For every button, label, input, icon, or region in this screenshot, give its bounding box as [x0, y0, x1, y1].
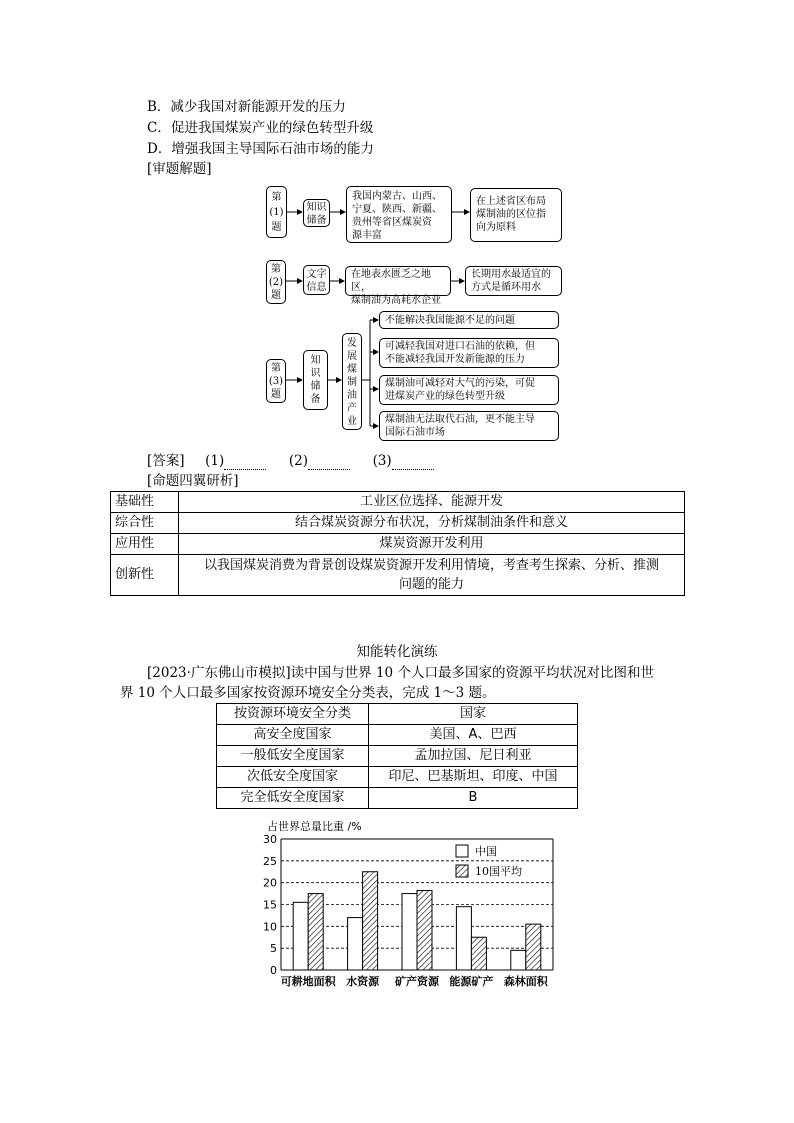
flow-q3-item-4: 煤制油无法取代石油，更不能主导 国际石油市场	[379, 411, 559, 441]
chart-category-label: 水资源	[346, 975, 380, 988]
chart-categories	[281, 974, 549, 988]
table-row	[217, 725, 578, 746]
table-cell: 美国、A、巴西	[369, 725, 578, 746]
answer-blank-1[interactable]	[224, 458, 266, 470]
chart-category-label: 可耕地面积	[280, 975, 336, 988]
intro-line-1: [2023·广东佛山市模拟]读中国与世界 10 个人口最多国家的资源平均状况对比图和世	[147, 665, 654, 681]
chart-ytick-label: 15	[263, 898, 277, 912]
chart-category-label: 森林面积	[503, 975, 548, 988]
safety-table	[216, 703, 578, 809]
analysis-key: 基础性	[111, 492, 179, 513]
answer-blank-1-label: (1)	[205, 453, 225, 469]
legend-label: 中国	[475, 845, 497, 858]
bar-china	[402, 894, 417, 970]
analysis-key: 应用性	[111, 534, 179, 555]
analysis-value: 工业区位选择、能源开发	[179, 492, 685, 513]
flow-q2-text-info: 文字 信息	[303, 265, 330, 295]
bar-10-country-avg	[526, 924, 541, 970]
bar-china	[511, 950, 526, 970]
bar-10-country-avg	[471, 937, 486, 970]
chart-bars	[293, 872, 541, 970]
table-row	[111, 492, 685, 513]
table-header: 国家	[369, 704, 578, 725]
table-row	[217, 767, 578, 788]
legend-swatch-china	[456, 845, 468, 857]
flow-q1-text: 我国内蒙古、山西、 宁夏、陕西、新疆、 贵州等省区煤炭资 源丰富	[346, 186, 452, 243]
chart-ytick-label: 25	[263, 854, 277, 868]
analysis-key: 综合性	[111, 513, 179, 534]
option-c: C．促进我国煤炭产业的绿色转型升级	[147, 120, 374, 136]
flow-q3-develop: 发 展 煤 制 油 产 业	[342, 333, 362, 430]
analysis-key: 创新性	[111, 555, 179, 596]
table-cell: 完全低安全度国家	[217, 788, 369, 809]
chart-ticks	[263, 833, 277, 977]
flow-q2-result: 长期用水最适宜的 方式是循环用水	[465, 266, 562, 296]
bar-10-country-avg	[363, 872, 378, 970]
chart-category-label: 矿产资源	[395, 975, 439, 988]
analysis-value: 煤炭资源开发利用	[179, 534, 685, 555]
bar-10-country-avg	[308, 894, 323, 970]
chart-category-label: 能源矿产	[449, 975, 494, 988]
table-cell: 次低安全度国家	[217, 767, 369, 788]
flow-q1-label: 第 (1) 题	[266, 186, 287, 238]
table-row	[217, 746, 578, 767]
table-row	[111, 555, 685, 596]
review-heading: [审题解题]	[147, 161, 212, 177]
chart-ytick-label: 30	[263, 833, 277, 846]
table-cell: 印尼、巴基斯坦、印度、中国	[369, 767, 578, 788]
flow-q3-item-1: 不能解决我国能源不足的问题	[379, 311, 559, 329]
analysis-table	[110, 491, 685, 596]
table-row	[111, 513, 685, 534]
flow-q3-knowledge: 知 识 储 备	[303, 350, 328, 410]
chart-ylabel: 占世界总量比重 /%	[267, 820, 362, 833]
legend-swatch-avg	[456, 865, 468, 877]
answer-blank-3[interactable]	[392, 458, 434, 470]
table-row	[111, 534, 685, 555]
table-row	[217, 704, 578, 725]
option-b: B．减少我国对新能源开发的压力	[147, 99, 346, 115]
chart-ytick-label: 0	[270, 964, 277, 977]
intro-line-2: 界 10 个人口最多国家按资源环境安全分类表，完成 1～3 题。	[120, 685, 496, 701]
answer-blank-2-label: (2)	[288, 453, 308, 469]
bar-china	[293, 902, 308, 970]
table-cell: 孟加拉国、尼日利亚	[369, 746, 578, 767]
flow-q2-text: 在地表水匮乏之地区， 煤制油为高耗水企业	[345, 266, 451, 296]
chart-ytick-label: 5	[270, 942, 277, 956]
chart-ytick-label: 10	[263, 920, 277, 934]
analysis-value	[179, 555, 685, 596]
answer-label: [答案]	[147, 453, 185, 469]
table-row	[217, 788, 578, 809]
flow-q2-label: 第 (2) 题	[266, 260, 286, 304]
chart-ytick-label: 20	[263, 876, 277, 890]
table-cell: B	[369, 788, 578, 809]
flow-q3-item-2: 可减轻我国对进口石油的依赖，但 不能减轻我国开发新能源的压力	[379, 338, 559, 368]
table-cell: 一般低安全度国家	[217, 746, 369, 767]
flow-q1-result: 在上述省区布局 煤制油的区位指 向为原料	[470, 188, 562, 242]
answer-blank-2[interactable]	[308, 458, 350, 470]
section-title: 知能转化演练	[356, 644, 438, 660]
analysis-heading: [命题四翼研析]	[147, 473, 239, 489]
option-d: D．增强我国主导国际石油市场的能力	[147, 141, 374, 157]
resource-bar-chart	[255, 815, 565, 995]
bar-china	[348, 918, 363, 970]
analysis-value: 结合煤炭资源分布状况，分析煤制油条件和意义	[179, 513, 685, 534]
analysis-value-line: 问题的能力	[398, 577, 464, 592]
flow-q3-label: 第 (3) 题	[266, 359, 286, 403]
flow-q3-item-3: 煤制油可减轻对大气的污染，可促 进煤炭产业的绿色转型升级	[379, 375, 559, 405]
bar-china	[456, 907, 471, 970]
bar-10-country-avg	[417, 891, 432, 970]
legend-label: 10国平均	[475, 865, 522, 878]
chart-svg	[255, 815, 565, 995]
flow-q1-knowledge: 知识 储备	[303, 199, 330, 227]
answer-blank-3-label: (3)	[372, 453, 392, 469]
table-header: 按资源环境安全分类	[217, 704, 369, 725]
analysis-value-line: 以我国煤炭消费为背景创设煤炭资源开发利用情境，考查考生探索、分析、推测	[203, 558, 659, 573]
answer-line	[147, 452, 434, 470]
table-cell: 高安全度国家	[217, 725, 369, 746]
